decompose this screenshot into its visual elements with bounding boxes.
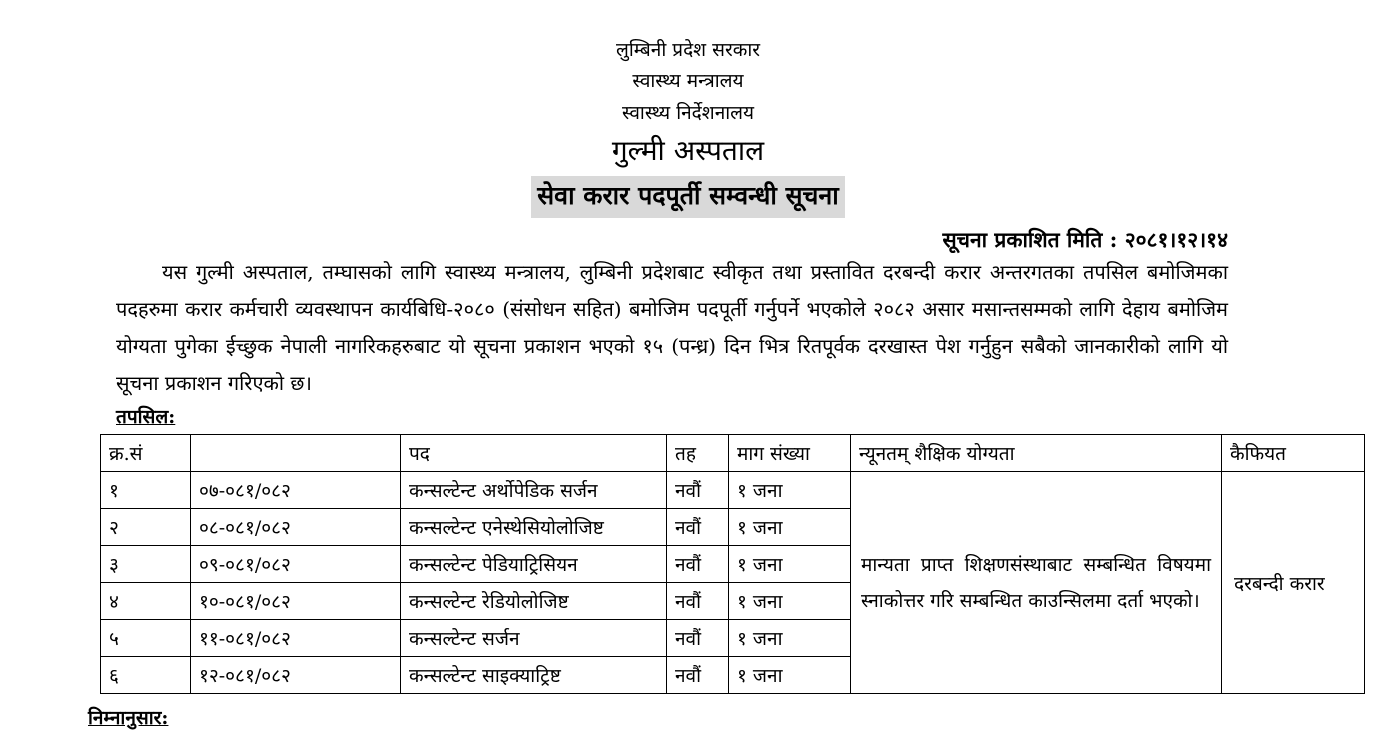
org-province-government: लुम्बिनी प्रदेश सरकार bbox=[615, 39, 761, 61]
org-health-directorate: स्वास्थ्य निर्देशनालय bbox=[621, 102, 755, 124]
cell-code: ०७-०८१/०८२ bbox=[191, 472, 401, 509]
publish-date: सूचना प्रकाशित मिति : २०८१।१२।१४ bbox=[942, 227, 1228, 252]
cell-level: नवौं bbox=[667, 583, 729, 620]
cell-serial-number: १ bbox=[101, 472, 191, 509]
cell-demand-count: १ जना bbox=[729, 583, 851, 620]
cell-post: कन्सल्टेन्ट साइक्याट्रिष्ट bbox=[401, 657, 667, 694]
cell-serial-number: ४ bbox=[101, 583, 191, 620]
cell-code: १२-०८१/०८२ bbox=[191, 657, 401, 694]
notice-title-container bbox=[0, 176, 1376, 218]
cell-demand-count: १ जना bbox=[729, 657, 851, 694]
cell-min-qualification: मान्यता प्राप्त शिक्षणसंस्थाबाट सम्बन्धित विषयमा स्नाकोत्तर गरि सम्बन्धित काउन्सिलमा दर्ता भएको। bbox=[851, 472, 1222, 694]
table-header-row bbox=[101, 435, 1365, 472]
header-serial-number: क्र.सं bbox=[101, 435, 191, 472]
cell-post: कन्सल्टेन्ट अर्थोपेडिक सर्जन bbox=[401, 472, 667, 509]
cell-level: नवौं bbox=[667, 546, 729, 583]
cell-serial-number: ३ bbox=[101, 546, 191, 583]
cell-post: कन्सल्टेन्ट रेडियोलोजिष्ट bbox=[401, 583, 667, 620]
cell-level: नवौं bbox=[667, 509, 729, 546]
cell-demand-count: १ जना bbox=[729, 509, 851, 546]
schedule-label: तपसिल: bbox=[116, 406, 176, 428]
cell-remarks: दरबन्दी करार bbox=[1222, 472, 1365, 694]
header-level: तह bbox=[667, 435, 729, 472]
cell-demand-count: १ जना bbox=[729, 472, 851, 509]
header-remarks: कैफियत bbox=[1222, 435, 1365, 472]
cell-post: कन्सल्टेन्ट पेडियाट्रिसियन bbox=[401, 546, 667, 583]
cell-level: नवौं bbox=[667, 472, 729, 509]
org-health-ministry: स्वास्थ्य मन्त्रालय bbox=[632, 70, 744, 92]
following-section-label: निम्नानुसार: bbox=[88, 707, 169, 729]
cell-code: १०-०८१/०८२ bbox=[191, 583, 401, 620]
notice-title: सेवा करार पदपूर्ती सम्वन्धी सूचना bbox=[531, 176, 844, 218]
cell-post: कन्सल्टेन्ट एनेस्थेसियोलोजिष्ट bbox=[401, 509, 667, 546]
cell-code: ०८-०८१/०८२ bbox=[191, 509, 401, 546]
cell-demand-count: १ जना bbox=[729, 620, 851, 657]
cell-serial-number: ६ bbox=[101, 657, 191, 694]
header-code bbox=[191, 435, 401, 472]
cell-serial-number: २ bbox=[101, 509, 191, 546]
header-post: पद bbox=[401, 435, 667, 472]
cell-code: ११-०८१/०८२ bbox=[191, 620, 401, 657]
header-min-qualification: न्यूनतम् शैक्षिक योग्यता bbox=[851, 435, 1222, 472]
hospital-name: गुल्मी अस्पताल bbox=[611, 134, 765, 167]
cell-level: नवौं bbox=[667, 620, 729, 657]
notice-body-paragraph: यस गुल्मी अस्पताल, तम्घासको लागि स्वास्थ्य मन्त्रालय, लुम्बिनी प्रदेशबाट स्वीकृत तथा प्रस्तावित दरबन्दी करार अन्तरगतका तपसिल बमोजिमका पदहरुमा करार कर्मचारी व्यवस्थापन कार्यबिधि-२०८० (संसोधन सहित) बमोजिम पदपूर्ती गर्नुपर्ने भएकोले २०८२ असार मसान्तसम्मको लागि देहाय बमोजिम योग्यता पुगेका ईच्छुक नेपाली नागरिकहरुबाट यो सूचना प्रकाशन भएको १५ (पन्ध्र) दिन भित्र रितपूर्वक दरखास्त पेश गर्नुहुन सबैको जानकारीको लागि यो सूचना प्रकाशन गरिएको छ। bbox=[116, 260, 1228, 395]
table-row bbox=[101, 472, 1365, 509]
cell-post: कन्सल्टेन्ट सर्जन bbox=[401, 620, 667, 657]
cell-serial-number: ५ bbox=[101, 620, 191, 657]
header-demand-count: माग संख्या bbox=[729, 435, 851, 472]
cell-level: नवौं bbox=[667, 657, 729, 694]
cell-code: ०९-०८१/०८२ bbox=[191, 546, 401, 583]
cell-demand-count: १ जना bbox=[729, 546, 851, 583]
vacancy-table bbox=[100, 434, 1365, 694]
